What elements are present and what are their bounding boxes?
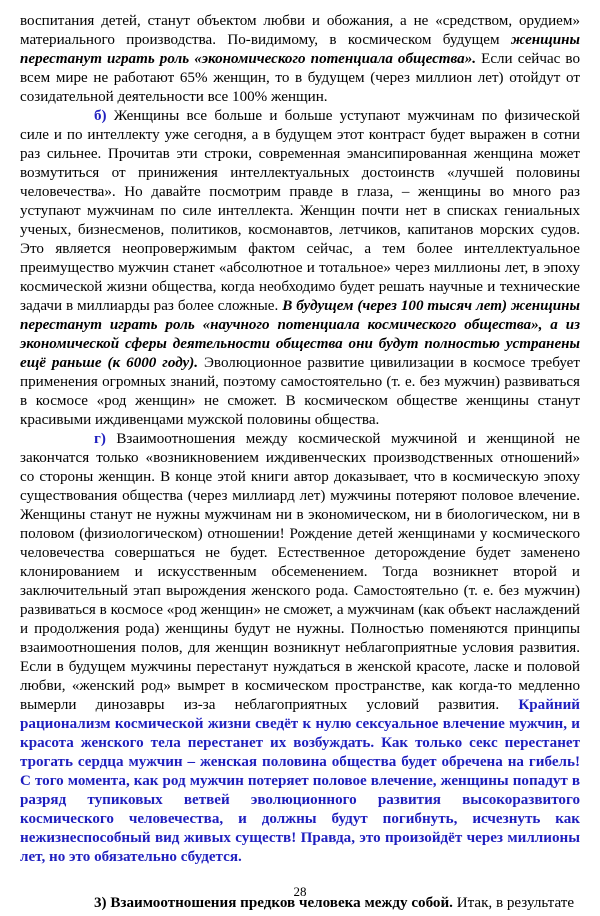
page-number: 28: [293, 884, 307, 899]
paragraph-intro: [20, 12, 580, 107]
paragraph-b: [20, 107, 580, 430]
document-page: [20, 12, 580, 913]
paragraph-g: [20, 430, 580, 867]
paragraph-intro-text-2: Если сейчас во всем мире не работают 65% женщин, то в будущем (через миллион лет) отойдут от созидательной деятельности все 100% женщин.: [20, 51, 580, 105]
paragraph-g-emphasis: Крайний рационализм космической жизни сведёт к нулю сексуальное влечение мужчин, и красота женского тела перестанет их возбуждать. Как только секс перестанет трогать сердца мужчин – женская половина общества будет обречена на гибель! С того момента, как род мужчин потеряет половое влечение, женщины попадут в разряд тупиковых ветвей эволюционного развития высокоразвитого космического человечества, и должны будут погибнуть, исчезнуть как нежизнеспособный вид живых существ! Правда, это произойдёт через миллионы лет, но это обязательно сбудется.: [20, 697, 580, 865]
paragraph-b-text-2: Эволюционное развитие цивилизации в космосе требует применения огромных знаний, поэтому самостоятельно (т. е. без мужчин) развиваться в космосе «род женщин» не сможет. В космическом обществе женщины станут красивыми иждивенцами мужской половины общества.: [20, 355, 580, 428]
paragraph-intro-emphasis: женщины перестанут играть роль «экономического потенциала общества».: [20, 32, 580, 67]
paragraph-b-text-1: Женщины все больше и больше уступают мужчинам по физической силе и по интеллекту уже сегодня, а в будущем этот контраст будет выражен в сотни раз сильнее. Прочитав эти строки, современная эмансипированная женщина может возмутиться от принижения интеллектуальных достоинств «лучшей половины человечества». Но давайте посмотрим правде в глаза, – женщины во много раз уступают мужчинам по силе интеллекта. Женщин почти нет в списках гениальных ученых, бизнесменов, политиков, космонавтов, летчиков, капитанов морских судов. Это является неопровержимым фактом сейчас, а тем более интеллектуальное преимущество мужчин станет «абсолютное и тотальное» через миллионы лет, в эпоху космической жизни общества, когда необходимо будет решать научные и технические задачи в миллиарды раз более сложные.: [20, 108, 580, 314]
section-3-text: Итак, в результате: [452, 895, 575, 911]
paragraph-intro-text-1: воспитания детей, станут объектом любви и обожания, а не «средством, орудием» материального производства. По-видимому, в космическом будущем: [20, 13, 580, 48]
paragraph-g-marker: г): [94, 431, 106, 447]
paragraph-g-text-1: Взаимоотношения между космической мужчиной и женщиной не закончатся только «возникновением иждивенческих производственных отношений» со стороны женщин. В конце этой книги автор доказывает, что в космическую эпоху существования общества (через миллиард лет) мужчины потеряют половое влечение. Женщины станут не нужны мужчинам ни в экономическом, ни в биологическом, ни в половом (физиологическом) отношении! Рождение детей женщинами у космического человечества совершаться не будет. Естественное деторождение будет заменено клонированием и искусственным обсеменением. Тогда возникнет второй и заключительный этап вырождения женского рода. Самостоятельно (т. е. без мужчин) развиваться в космосе «род женщин» не сможет, а мужчинам (как объект наслаждений и продолжения рода) женщины будут не нужны. Полностью поменяются принципы взаимоотношения полов, для женщин возникнут неблагоприятные условия развития. Если в будущем мужчины перестанут нуждаться в женской красоте, ласке и половой любви, «женский род» вымрет в космическом пространстве, как когда-то медленно вымерли динозавры из-за неблагоприятных условий развития.: [20, 431, 580, 713]
paragraph-b-marker: б): [94, 108, 107, 124]
paragraph-b-emphasis: В будущем (через 100 тысяч лет) женщины перестанут играть роль «научного потенциала космического общества», а из экономической сферы деятельности общества они будут полностью устранены ещё раньше (к 6000 году).: [20, 298, 581, 371]
section-3-heading: 3) Взаимоотношения предков человека между собой.: [94, 895, 453, 911]
